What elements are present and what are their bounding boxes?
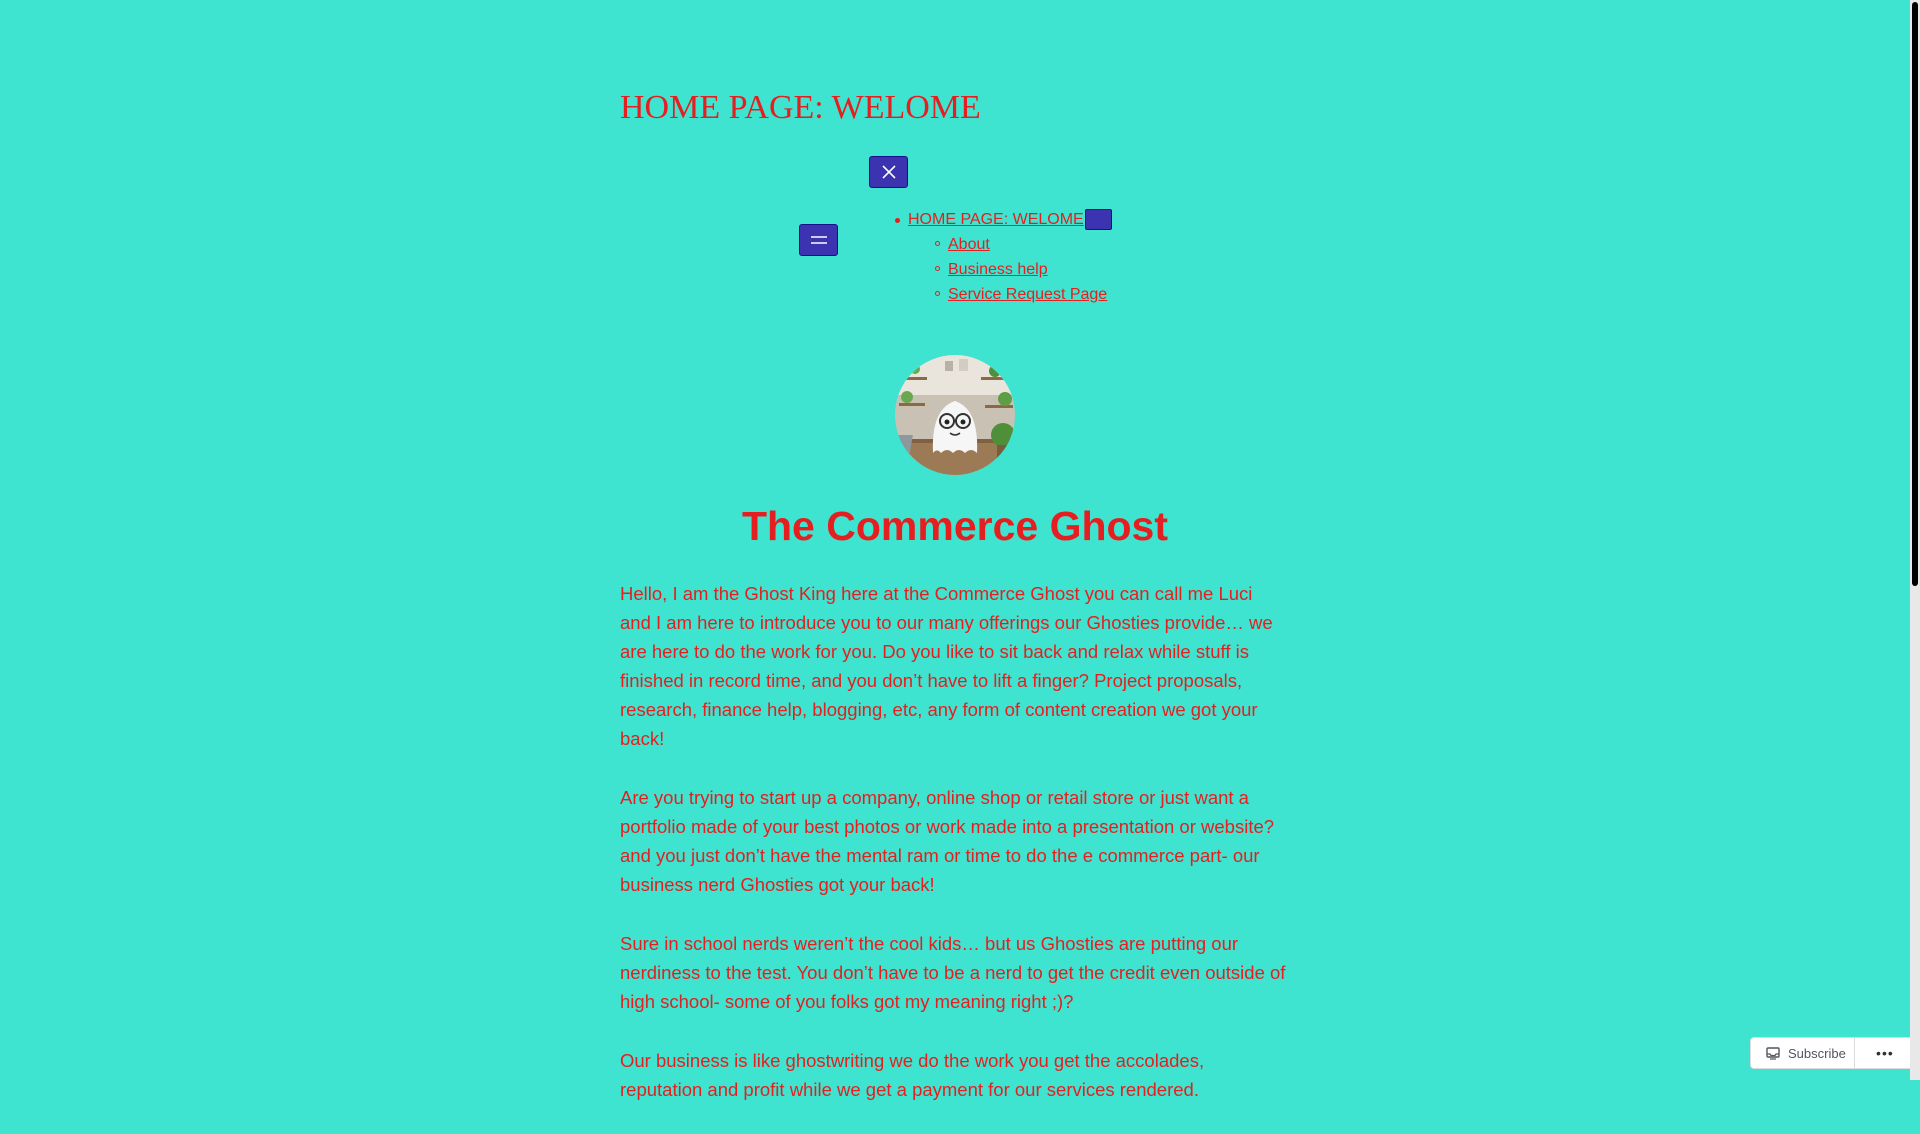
menu-link-service-request[interactable]: Service Request Page	[948, 286, 1108, 303]
menu-link-home[interactable]: HOME PAGE: WELOME	[908, 211, 1084, 228]
submenu-toggle-button[interactable]	[1085, 209, 1112, 230]
menu-icon	[810, 233, 828, 247]
submenu	[908, 232, 1112, 307]
navigation-menu	[908, 208, 1112, 307]
subscribe-button[interactable]	[1751, 1038, 1855, 1068]
subscribe-icon	[1765, 1045, 1781, 1061]
bullet	[935, 266, 940, 271]
open-menu-button[interactable]	[799, 224, 838, 256]
ghost-avatar	[895, 355, 1015, 475]
bullet	[935, 291, 940, 296]
vertical-scrollbar[interactable]	[1910, 0, 1920, 1080]
scrollbar-thumb[interactable]	[1912, 2, 1918, 586]
bullet	[935, 241, 940, 246]
subscribe-label: Subscribe	[1788, 1045, 1846, 1061]
site-title[interactable]: HOME PAGE: WELOME	[620, 89, 981, 126]
paragraph: Are you trying to start up a company, online shop or retail store or just want a portfolio made of your best photos or work made into a presentation or website? and you just don’t have the mental ram or time to do the e commerce part- our business nerd Ghosties got your back!	[620, 787, 1275, 895]
subscribe-widget	[1750, 1037, 1916, 1069]
bullet	[895, 218, 900, 223]
paragraph: Sure in school nerds weren’t the cool kids… but us Ghosties are putting our nerdiness to the test. You don’t have to be a nerd to get the credit even outside of high school- some of you folks got my meaning right ;)?	[620, 933, 1286, 1012]
close-menu-button[interactable]	[869, 156, 908, 188]
paragraph: Hello, I am the Ghost King here at the Commerce Ghost you can call me Luci and I am here to introduce you to our many offerings our Ghosties provide… we are here to do the work for you. Do you like to sit back and relax while stuff is finished in record time, and you don’t have to lift a finger? Project proposals, research, finance help, blogging, etc, any form of content creation we got your back!	[620, 583, 1273, 749]
more-options-button[interactable]: •••	[1876, 1045, 1894, 1061]
menu-link-about[interactable]: About	[948, 236, 990, 253]
submenu-item-business-help	[948, 257, 1112, 282]
page-heading: The Commerce Ghost	[741, 503, 1169, 549]
submenu-item-about	[948, 232, 1112, 257]
paragraph: Our business is like ghostwriting we do the work you get the accolades, reputation and profit while we get a payment for our services rendered.	[620, 1050, 1205, 1100]
menu-link-business-help[interactable]: Business help	[948, 261, 1048, 278]
close-icon	[881, 164, 897, 180]
page-content	[620, 579, 1288, 1134]
menu-item-home	[908, 208, 1112, 307]
submenu-item-service-request	[948, 282, 1112, 307]
